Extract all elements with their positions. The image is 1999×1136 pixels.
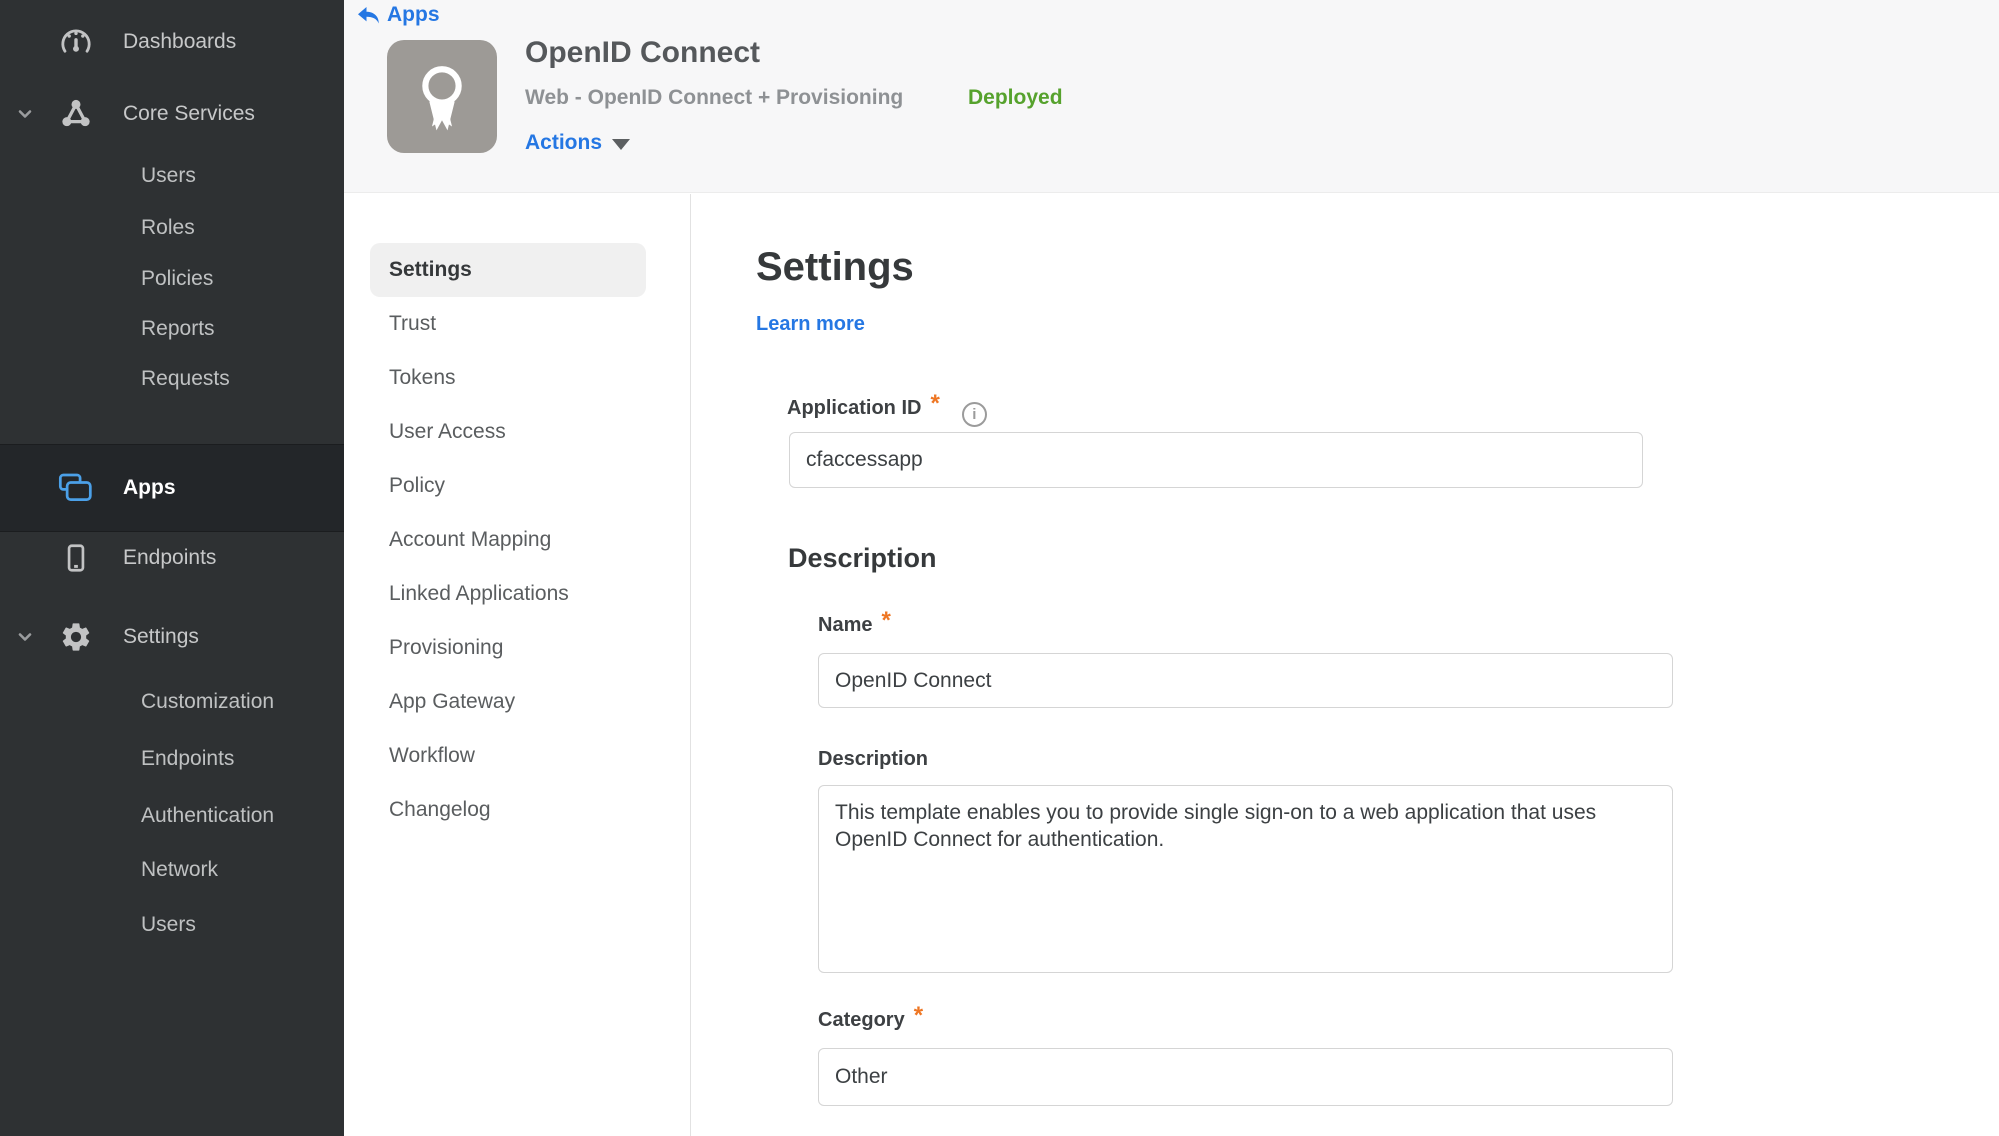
sidebar-item-label: Reports [141, 317, 215, 340]
back-link-label: Apps [387, 3, 440, 26]
sidebar-item-network[interactable] [0, 850, 344, 890]
sidebar-item-core-services[interactable] [0, 92, 344, 136]
subnav-tab-policy[interactable]: Policy [389, 474, 446, 497]
sidebar [0, 0, 344, 1136]
status-badge: Deployed [968, 86, 1063, 109]
sidebar-item-label: Dashboards [123, 30, 237, 53]
subnav-tab-app-gateway[interactable]: App Gateway [389, 690, 516, 713]
required-marker: * [930, 390, 940, 417]
sidebar-item-apps[interactable] [0, 444, 344, 532]
learn-more-link[interactable]: Learn more [756, 313, 865, 335]
sidebar-item-users[interactable] [0, 156, 344, 196]
sidebar-item-endpoints-settings[interactable] [0, 739, 344, 779]
sidebar-item-roles[interactable] [0, 208, 344, 248]
sidebar-item-reports[interactable] [0, 309, 344, 349]
sidebar-item-users-settings[interactable] [0, 905, 344, 945]
sidebar-item-label: Customization [141, 690, 275, 713]
back-to-apps-link[interactable] [357, 3, 440, 27]
app-header [344, 0, 1999, 193]
sidebar-item-label: Core Services [123, 102, 255, 125]
info-icon[interactable]: i [962, 402, 987, 427]
subnav-tab-settings[interactable]: Settings [370, 243, 646, 297]
sidebar-item-label: Settings [123, 625, 199, 648]
subnav-tab-provisioning[interactable]: Provisioning [389, 636, 504, 659]
caret-down-icon [612, 139, 630, 150]
actions-label: Actions [525, 131, 603, 154]
page-title: Settings [756, 245, 914, 289]
name-input[interactable] [818, 653, 1673, 708]
name-label: Name [818, 614, 873, 636]
sidebar-item-label: Policies [141, 267, 214, 290]
sidebar-item-label: Endpoints [123, 546, 217, 569]
category-input[interactable] [818, 1048, 1673, 1106]
subnav-tab-tokens[interactable]: Tokens [389, 366, 456, 389]
actions-menu-button[interactable] [525, 131, 630, 155]
category-label-row [818, 1002, 924, 1033]
subnav-tab-user-access[interactable]: User Access [389, 420, 506, 443]
gear-icon [56, 620, 96, 654]
sidebar-item-label: Network [141, 858, 219, 881]
subnav-tab-changelog[interactable]: Changelog [389, 798, 491, 821]
chevron-down-icon[interactable] [14, 626, 36, 648]
app-subnav [370, 243, 646, 837]
subnav-tab-linked-applications[interactable]: Linked Applications [389, 582, 569, 605]
sidebar-item-label: Users [141, 164, 196, 187]
subnav-tab-trust[interactable]: Trust [389, 312, 437, 335]
app-logo [387, 40, 497, 153]
category-label: Category [818, 1009, 905, 1031]
sidebar-item-customization[interactable] [0, 682, 344, 722]
sidebar-item-requests[interactable] [0, 359, 344, 399]
core-services-icon [56, 96, 96, 132]
app-title: OpenID Connect [525, 36, 761, 69]
name-label-row [818, 607, 891, 638]
application-id-label-row [787, 390, 987, 423]
sidebar-item-policies[interactable] [0, 259, 344, 299]
description-label: Description [818, 748, 929, 770]
application-id-input[interactable] [789, 432, 1643, 488]
description-section-heading: Description [788, 543, 937, 573]
sidebar-item-label: Endpoints [141, 747, 235, 770]
chevron-down-icon[interactable] [14, 103, 36, 125]
subnav-tab-account-mapping[interactable]: Account Mapping [389, 528, 552, 551]
subnav-divider [690, 194, 691, 1136]
back-arrow-icon [357, 6, 380, 25]
sidebar-item-label: Requests [141, 367, 230, 390]
sidebar-item-endpoints[interactable] [0, 536, 344, 580]
ribbon-medal-icon [405, 57, 479, 137]
gauge-icon [56, 25, 96, 59]
sidebar-item-settings[interactable] [0, 615, 344, 659]
subnav-tab-workflow[interactable]: Workflow [389, 744, 475, 767]
application-id-label: Application ID [787, 397, 922, 419]
sidebar-item-dashboards[interactable] [0, 20, 344, 64]
sidebar-item-authentication[interactable] [0, 796, 344, 836]
sidebar-item-label: Authentication [141, 804, 275, 827]
required-marker: * [881, 607, 891, 634]
sidebar-item-label: Roles [141, 216, 195, 239]
app-subtitle: Web - OpenID Connect + Provisioning [525, 86, 904, 109]
sidebar-item-label: Users [141, 913, 196, 936]
required-marker: * [913, 1002, 924, 1029]
description-textarea[interactable] [818, 785, 1673, 973]
sidebar-item-label: Apps [123, 476, 176, 499]
apps-icon [56, 473, 96, 503]
device-icon [56, 541, 96, 575]
